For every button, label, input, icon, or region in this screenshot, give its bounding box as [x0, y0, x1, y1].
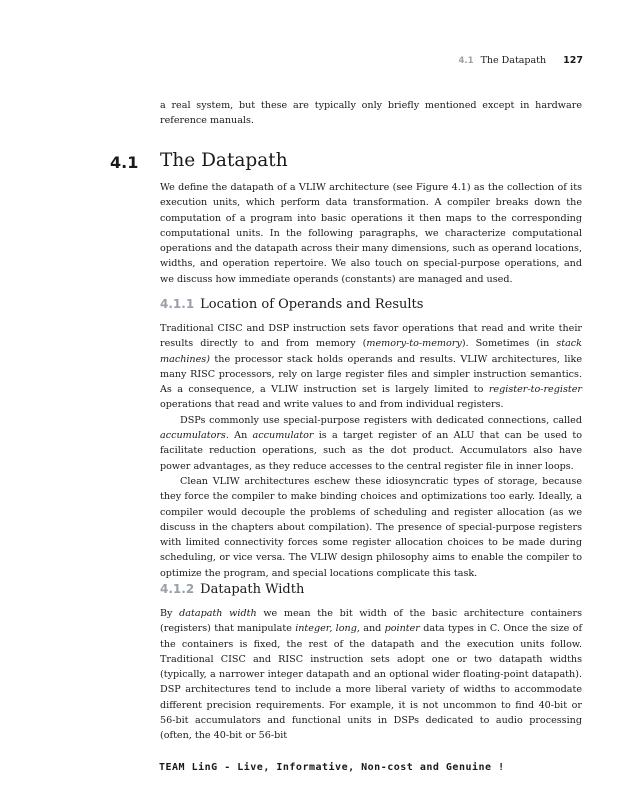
section-body [160, 180, 582, 287]
section-paragraph: We define the datapath of a VLIW architecture (see Figure 4.1) as the collection of its execution units, which perform data transformation. A compiler breaks down the computation of a program into basic operations it then maps to the corresponding computational units. In the following paragraphs, we characterize computational operations and the datapath across their many dimensions, such as operand locations, widths, and operation repertoire. We also touch on special-purpose operations, and we discuss how immediate operands (constants) are managed and used. [160, 182, 582, 285]
footer-watermark: TEAM LinG - Live, Informative, Non-cost and Genuine ! [159, 762, 505, 773]
paragraph-clean-vliw: Clean VLIW architectures eschew these idiosyncratic types of storage, because they force the compiler to make binding choices and optimizations too early. Ideally, a compiler would decouple the problems of scheduling and register allocation (as we discuss in the chapters about compilation). The presence of special-purpose registers with limited connectivity forces some register allocation choices to be made during scheduling, or vice versa. The VLIW design philosophy aims to enable the compiler to optimize the program, and special locations complicate this task. [160, 475, 582, 579]
page-number: 127 [563, 55, 583, 66]
section-title: The Datapath [160, 150, 288, 171]
section-number: 4.1 [110, 153, 139, 172]
subsection-heading-4-1-2 [160, 582, 304, 597]
paragraph-datapath-width: By datapath width we mean the bit width of the basic architecture containers (registers) that manipulate integer, long, and pointer data types in C. Once the size of the containers is fixed, the rest of the datapath and the execution units follow. Traditional CISC and RISC instruction sets adopt one or two datapath widths (typically, a narrower integer datapath and an optional wider floating-point datapath). DSP architectures tend to include a more liberal variety of widths to accommodate different precision requirements. For example, it is not uncommon to find 40-bit or 56-bit accumulators and functional units in DSPs dedicated to audio processing (often, the 40-bit or 56-bit [160, 608, 582, 742]
subsection-body-4-1-2 [160, 606, 582, 744]
subsection-title: Location of Operands and Results [200, 297, 424, 312]
running-header [458, 55, 583, 66]
intro-paragraph [160, 98, 582, 129]
subsection-number: 4.1.2 [160, 582, 195, 596]
header-section-title: The Datapath [480, 55, 547, 66]
paragraph-accumulators: DSPs commonly use special-purpose registers with dedicated connections, called accumulators. An accumulator is a target register of an ALU that can be used to facilitate reduction operations, such as the dot product. Accumulators also have power advantages, as they reduce accesses to the central register file in inner loops. [160, 414, 582, 472]
subsection-title: Datapath Width [200, 582, 305, 597]
subsection-body-4-1-1 [160, 321, 582, 581]
intro-text: a real system, but these are typically only briefly mentioned except in hardware reference manuals. [160, 100, 582, 127]
subsection-number: 4.1.1 [160, 297, 195, 311]
paragraph-operands: Traditional CISC and DSP instruction sets favor operations that read and write their results directly to and from memory (memory-to-memory). Sometimes (in stack machines) the processor stack holds operands and results. VLIW architectures, like many RISC processors, rely on large register files and simpler instruction semantics. As a consequence, a VLIW instruction set is largely limited to register-to-register operations that read and write values to and from individual registers. [160, 323, 582, 411]
header-section-number: 4.1 [458, 56, 474, 66]
subsection-heading-4-1-1 [160, 297, 423, 312]
